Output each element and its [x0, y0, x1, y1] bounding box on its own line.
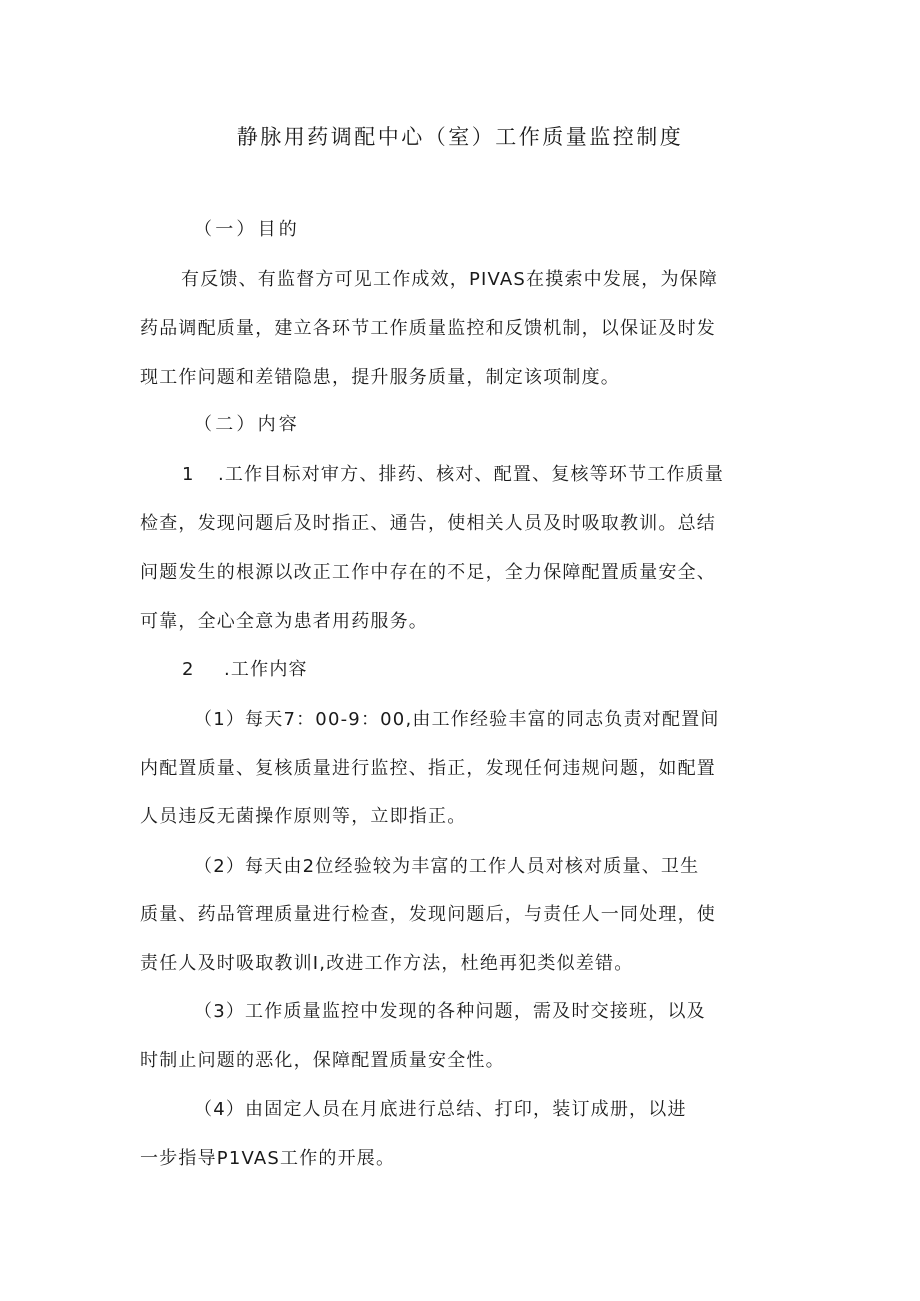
sub-item-2-line-1: （2）每天由2位经验较为丰富的工作人员对核对质量、卫生 — [194, 856, 700, 877]
section-heading-purpose: （一）目的 — [194, 219, 300, 240]
sub-item-4-line-2: 一步指导P1VAS工作的开展。 — [140, 1148, 396, 1169]
paragraph-purpose-line-1: 有反馈、有监督方可见工作成效，PIVAS在摸索中发展，为保障 — [181, 269, 719, 290]
document-title: 静脉用药调配中心（室）工作质量监控制度 — [236, 125, 684, 149]
item-1-line-2: 检查，发现问题后及时指正、通告，使相关人员及时吸取教训。总结 — [140, 513, 716, 534]
paragraph-purpose-line-3: 现工作问题和差错隐患，提升服务质量，制定该项制度。 — [140, 367, 620, 388]
sub-item-4-line-1: （4）由固定人员在月底进行总结、打印，装订成册，以进 — [194, 1099, 687, 1120]
item-1-text: .工作目标对审方、排药、核对、配置、复核等环节工作质量 — [218, 464, 725, 485]
paragraph-purpose-line-2: 药品调配质量，建立各环节工作质量监控和反馈机制，以保证及时发 — [140, 318, 716, 339]
sub-item-2-line-2: 质量、药品管理质量进行检查，发现问题后，与责任人一同处理，使 — [140, 904, 716, 925]
sub-item-3-line-2: 时制止问题的恶化，保障配置质量安全性。 — [140, 1050, 505, 1071]
section-heading-content: （二）内容 — [194, 414, 300, 435]
item-1-line-1 — [182, 461, 724, 489]
sub-item-1-line-1: （1）每天7：00-9：00,由工作经验丰富的同志负责对配置间 — [194, 709, 720, 730]
item-2-text: .工作内容 — [224, 659, 308, 680]
sub-item-1-line-3: 人员违反无菌操作原则等，立即指正。 — [140, 806, 467, 827]
sub-item-1-line-2: 内配置质量、复核质量进行监控、指正，发现任何违规问题，如配置 — [140, 758, 716, 779]
item-2-line — [182, 656, 308, 684]
item-1-number: 1 — [182, 464, 195, 485]
item-1-line-3: 问题发生的根源以改正工作中存在的不足，全力保障配置质量安全、 — [140, 562, 716, 583]
sub-item-2-line-3: 责任人及时吸取教训I,改进工作方法，杜绝再犯类似差错。 — [140, 953, 634, 974]
sub-item-3-line-1: （3）工作质量监控中发现的各种问题，需及时交接班，以及 — [194, 1001, 706, 1022]
item-1-line-4: 可靠，全心全意为患者用药服务。 — [140, 611, 428, 632]
item-2-number: 2 — [182, 659, 195, 680]
